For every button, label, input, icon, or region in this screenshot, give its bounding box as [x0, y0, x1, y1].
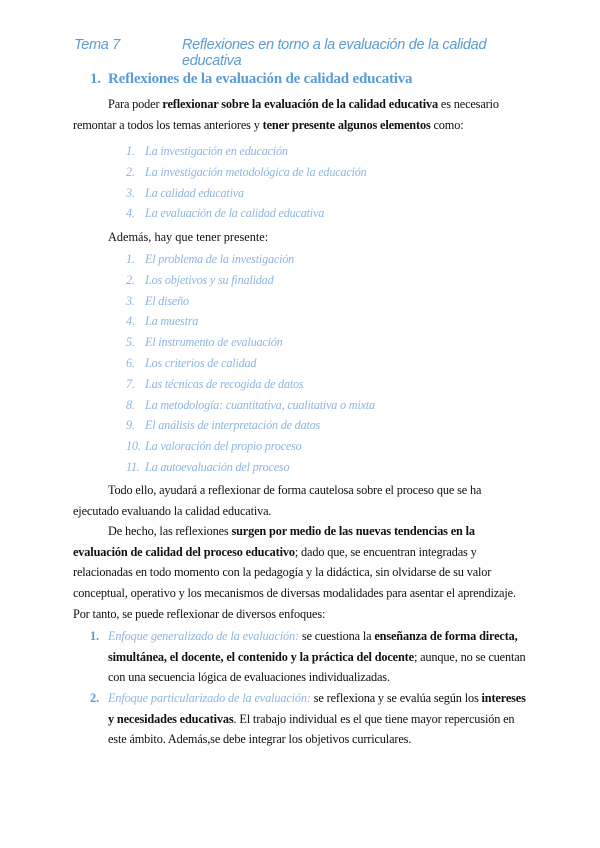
list-number: 5. — [126, 335, 135, 350]
list-number: 2. — [126, 272, 135, 287]
list-item — [126, 395, 375, 416]
header-tema: Tema 7 — [74, 37, 121, 53]
list-number: 9. — [126, 418, 135, 433]
list-item — [126, 457, 375, 478]
paragraph-todo — [73, 480, 528, 521]
list-item — [126, 249, 375, 270]
paragraph-text: Para poder — [108, 97, 163, 111]
list-number: 7. — [126, 376, 135, 391]
header-title: Reflexiones en torno a la evaluación de la calidad educativa — [182, 37, 487, 69]
list-text: Las técnicas de recogida de datos — [145, 376, 304, 391]
bold-phrase: reflexionar sobre la evaluación de la calidad educativa — [162, 97, 438, 111]
paragraph-text: Todo ello, ayudará a reflexionar de forma cautelosa sobre el proceso que se ha ejecutado evaluando la calidad educativa. — [73, 483, 482, 518]
list-item — [126, 162, 367, 183]
enfoque-label: Enfoque particularizado de la evaluación: — [108, 691, 311, 705]
list-item — [126, 353, 375, 374]
paragraph-text: como: — [430, 117, 464, 132]
bold-phrase: intereses y necesidades educativas — [108, 691, 526, 726]
list-text: La muestra — [145, 314, 199, 329]
section-title: Reflexiones de la evaluación de calidad educativa — [108, 71, 413, 87]
list-item — [126, 183, 367, 204]
list-number: 6. — [126, 355, 135, 370]
paragraph-de-hecho — [73, 521, 528, 625]
list-text: El instrumento de evaluación — [145, 335, 283, 350]
paragraph-text: ; dado que, se encuentran integradas y relacionadas en todo momento con la pedagogía y la didáctica, sin olvidarse de su valor conceptual, operativo y los mecanismos de diversas modalidades para asentar el aprendizaje. Por tanto, se puede reflexionar de diversos enfoques: — [73, 544, 516, 621]
list-number: 1. — [126, 252, 135, 266]
list-number: 11. — [126, 459, 140, 474]
enfoque-text: se cuestiona la — [299, 629, 375, 643]
list-text: El problema de la investigación — [145, 252, 295, 266]
list-number: 4. — [126, 314, 135, 329]
bold-phrase: enseñanza de forma directa, simultánea, el docente, el contenido y la práctica del docente — [108, 629, 518, 664]
enfoque-text: . El trabajo individual es el que tiene mayor repercusión en este ámbito. Además,se debe integrar los objetivos curriculares. — [108, 711, 515, 747]
list-text: El análisis de interpretación de datos — [145, 418, 321, 433]
enfoque-item — [90, 626, 528, 688]
enfoque-number: 2. — [90, 691, 99, 705]
list-number: 4. — [126, 206, 135, 221]
list-item — [126, 332, 375, 353]
section-heading — [90, 71, 412, 88]
list-text: La metodología: cuantitativa, cualitativa o mixta — [145, 397, 375, 412]
list-number: 8. — [126, 397, 135, 412]
enfoque-text: se reflexiona y se evalúa según los — [310, 691, 482, 705]
list-item — [126, 203, 367, 224]
paragraph-intro — [73, 94, 528, 135]
list-text: Los criterios de calidad — [145, 355, 257, 370]
enfoque-number: 1. — [90, 629, 99, 643]
list-text: La calidad educativa — [145, 185, 244, 200]
list-text: El diseño — [145, 293, 189, 308]
list-text: La autoevaluación del proceso — [145, 459, 290, 474]
list-text: La evaluación de la calidad educativa — [145, 206, 325, 221]
enfoque-item — [90, 688, 528, 750]
list-text: Los objetivos y su finalidad — [145, 272, 274, 287]
list-item — [126, 141, 367, 162]
enfoque-label: Enfoque generalizado de la evaluación: — [108, 629, 300, 643]
section-number: 1. — [90, 71, 101, 87]
list-text: La valoración del propio proceso — [145, 439, 302, 454]
list-text: La investigación en educación — [145, 144, 288, 158]
list-number: 3. — [126, 293, 135, 308]
list-item — [126, 311, 375, 332]
list-number: 3. — [126, 185, 135, 200]
list-item — [126, 270, 375, 291]
list-item — [126, 291, 375, 312]
paragraph-text: De hecho, las reflexiones — [108, 524, 232, 538]
bold-phrase: tener presente algunos elementos — [262, 117, 431, 132]
list-item — [126, 374, 375, 395]
list-number: 2. — [126, 164, 135, 179]
list-item — [126, 436, 375, 457]
paragraph-text: es necesario remontar a todos los temas anteriores y — [73, 97, 499, 132]
intro-ademas: Además, hay que tener presente: — [108, 230, 269, 244]
page-header — [74, 37, 530, 69]
list-number: 1. — [126, 144, 135, 158]
bold-phrase: surgen por medio de las nuevas tendencias en la evaluación de calidad del proceso educativo — [73, 524, 475, 559]
elements-list — [126, 141, 367, 224]
list-text: La investigación metodológica de la educación — [145, 164, 367, 179]
enfoque-text: ; aunque, no se cuentan con una secuencia lógica de evaluaciones individualizadas. — [108, 649, 526, 685]
list-number: 10. — [126, 439, 141, 454]
list-item — [126, 415, 375, 436]
considerations-list — [126, 249, 375, 478]
